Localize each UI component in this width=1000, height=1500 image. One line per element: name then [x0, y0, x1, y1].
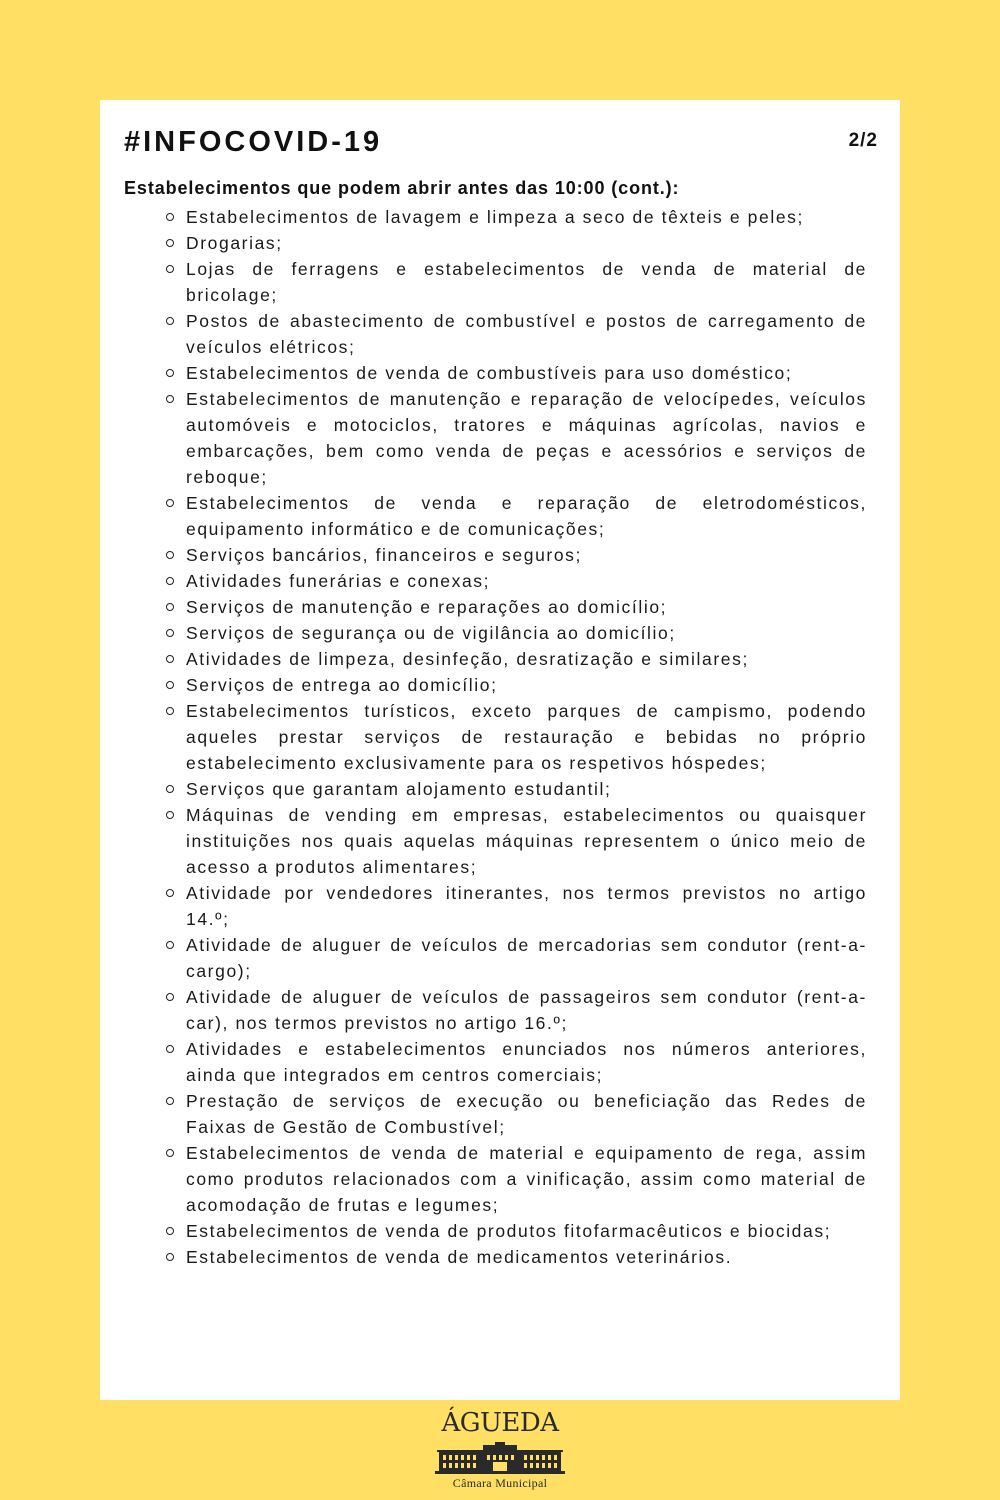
circle-bullet-icon — [166, 1149, 174, 1157]
list-item — [164, 204, 867, 230]
list-item — [164, 1244, 867, 1270]
list-item — [164, 542, 867, 568]
municipal-logo — [430, 1408, 570, 1493]
circle-bullet-icon — [166, 1253, 174, 1261]
list-item — [164, 360, 867, 386]
circle-bullet-icon — [166, 811, 174, 819]
circle-bullet-icon — [166, 603, 174, 611]
list-item-text: Estabelecimentos de venda de material e equipamento de rega, assim como produtos relacionados com a vinificação, assim como material de acomodação de frutas e legumes; — [186, 1143, 867, 1215]
list-item-text: Estabelecimentos de venda de produtos fitofarmacêuticos e biocidas; — [186, 1221, 832, 1241]
list-item — [164, 490, 867, 542]
list-item — [164, 1140, 867, 1218]
page-title: #INFOCOVID-19 — [124, 126, 383, 158]
list-item-text: Estabelecimentos turísticos, exceto parques de campismo, podendo aqueles prestar serviços de restauração e bebidas no próprio estabelecimento exclusivamente para os respetivos hóspedes; — [186, 701, 867, 773]
circle-bullet-icon — [166, 395, 174, 403]
circle-bullet-icon — [166, 499, 174, 507]
list-item — [164, 386, 867, 490]
list-item — [164, 1218, 867, 1244]
circle-bullet-icon — [166, 551, 174, 559]
circle-bullet-icon — [166, 941, 174, 949]
list-item-text: Postos de abastecimento de combustível e postos de carregamento de veículos elétricos; — [186, 311, 867, 357]
list-item — [164, 672, 867, 698]
list-item-text: Estabelecimentos de venda e reparação de eletrodomésticos, equipamento informático e de comunicações; — [186, 493, 867, 539]
circle-bullet-icon — [166, 629, 174, 637]
list-item — [164, 1036, 867, 1088]
circle-bullet-icon — [166, 1045, 174, 1053]
list-item-text: Atividades funerárias e conexas; — [186, 571, 491, 591]
circle-bullet-icon — [166, 993, 174, 1001]
circle-bullet-icon — [166, 239, 174, 247]
list-item-text: Serviços que garantam alojamento estudantil; — [186, 779, 612, 799]
circle-bullet-icon — [166, 1097, 174, 1105]
list-item — [164, 646, 867, 672]
list-item — [164, 932, 867, 984]
list-item — [164, 230, 867, 256]
circle-bullet-icon — [166, 369, 174, 377]
list-item — [164, 620, 867, 646]
list-item-text: Drogarias; — [186, 233, 283, 253]
list-item-text: Máquinas de vending em empresas, estabelecimentos ou quaisquer instituições nos quais aquelas máquinas representem o único meio de acesso a produtos alimentares; — [186, 805, 867, 877]
list-item-text: Lojas de ferragens e estabelecimentos de venda de material de bricolage; — [186, 259, 867, 305]
list-item — [164, 698, 867, 776]
logo-subtitle: Câmara Municipal — [452, 1476, 548, 1490]
circle-bullet-icon — [166, 655, 174, 663]
list-item-text: Serviços de segurança ou de vigilância ao domicílio; — [186, 623, 676, 643]
list-item — [164, 880, 867, 932]
logo-name: ÁGUEDA — [441, 1408, 559, 1438]
list-item — [164, 568, 867, 594]
list-item-text: Serviços de manutenção e reparações ao domicílio; — [186, 597, 668, 617]
circle-bullet-icon — [166, 213, 174, 221]
list-item-text: Estabelecimentos de venda de combustíveis para uso doméstico; — [186, 363, 793, 383]
list-item-text: Serviços de entrega ao domicílio; — [186, 675, 498, 695]
circle-bullet-icon — [166, 681, 174, 689]
list-item-text: Atividade de aluguer de veículos de mercadorias sem condutor (rent-a-cargo); — [186, 935, 867, 981]
list-item-text: Estabelecimentos de lavagem e limpeza a seco de têxteis e peles; — [186, 207, 804, 227]
content-card — [100, 100, 900, 1400]
list-item-text: Prestação de serviços de execução ou beneficiação das Redes de Faixas de Gestão de Combustível; — [186, 1091, 867, 1137]
municipal-building-icon — [435, 1442, 565, 1474]
establishments-list — [164, 204, 867, 1270]
list-item — [164, 802, 867, 880]
list-item — [164, 984, 867, 1036]
list-item — [164, 256, 867, 308]
list-item-text: Atividade por vendedores itinerantes, nos termos previstos no artigo 14.º; — [186, 883, 867, 929]
list-item-text: Estabelecimentos de venda de medicamentos veterinários. — [186, 1247, 733, 1267]
circle-bullet-icon — [166, 265, 174, 273]
circle-bullet-icon — [166, 1227, 174, 1235]
list-item-text: Atividades e estabelecimentos enunciados nos números anteriores, ainda que integrados em centros comerciais; — [186, 1039, 867, 1085]
circle-bullet-icon — [166, 577, 174, 585]
circle-bullet-icon — [166, 317, 174, 325]
list-item-text: Serviços bancários, financeiros e seguros; — [186, 545, 582, 565]
list-item — [164, 776, 867, 802]
list-item — [164, 308, 867, 360]
circle-bullet-icon — [166, 707, 174, 715]
page-number: 2/2 — [848, 130, 878, 151]
list-item-text: Atividade de aluguer de veículos de passageiros sem condutor (rent-a-car), nos termos previstos no artigo 16.º; — [186, 987, 867, 1033]
list-item-text: Estabelecimentos de manutenção e reparação de velocípedes, veículos automóveis e motociclos, tratores e máquinas agrícolas, navios e embarcações, bem como venda de peças e acessórios e serviços de reboque; — [186, 389, 867, 487]
circle-bullet-icon — [166, 785, 174, 793]
circle-bullet-icon — [166, 889, 174, 897]
list-item — [164, 594, 867, 620]
section-heading: Estabelecimentos que podem abrir antes das 10:00 (cont.): — [124, 178, 680, 198]
list-item — [164, 1088, 867, 1140]
list-item-text: Atividades de limpeza, desinfeção, desratização e similares; — [186, 649, 749, 669]
